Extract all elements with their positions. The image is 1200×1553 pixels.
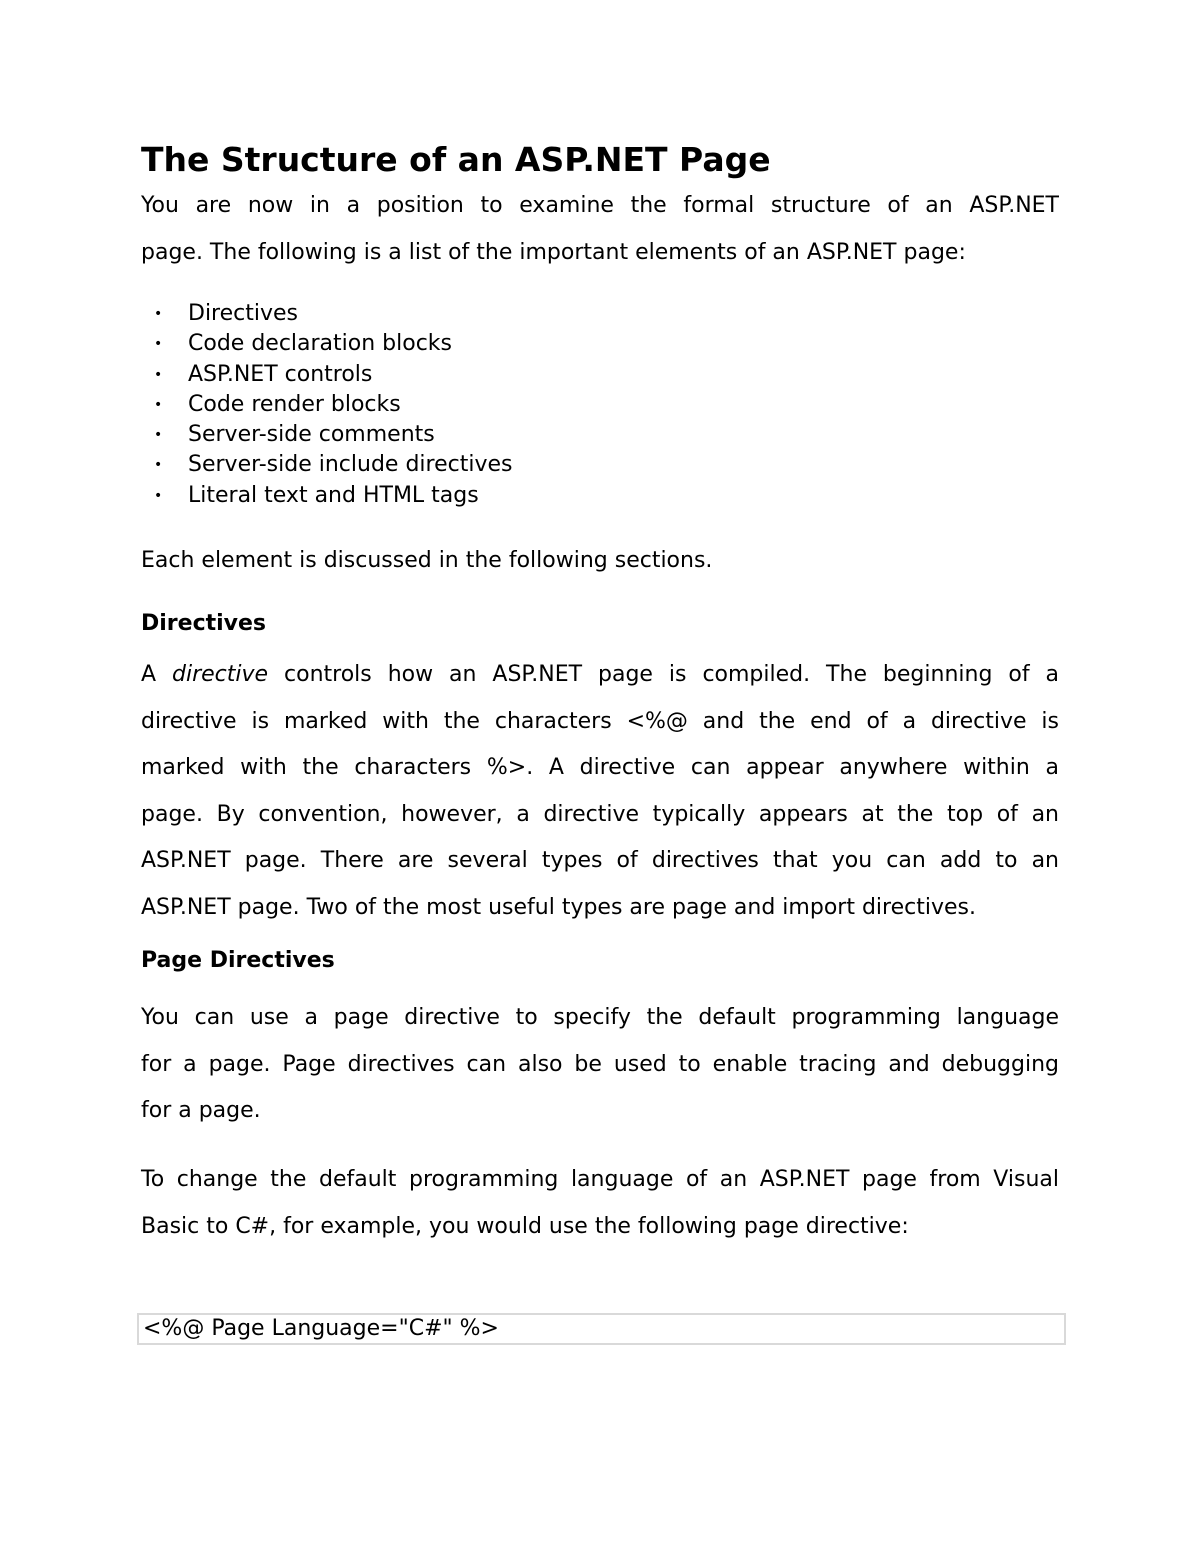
bullet-icon: • — [154, 306, 163, 322]
list-item: • Code declaration blocks — [141, 329, 512, 359]
directive-term: directive — [172, 662, 269, 687]
bullet-icon: • — [154, 457, 163, 474]
intro-line-1: You are now in a position to examine the formal structure of an ASP.NET — [141, 193, 1059, 218]
page-directives-paragraph-1: You can use a page directive to specify the default programming language for a page. Page directives can also be used to enable tracing and debugging for a page. — [141, 1005, 1059, 1123]
bullet-icon: • — [154, 336, 163, 353]
bullet-icon: • — [154, 427, 163, 444]
list-item: • ASP.NET controls — [141, 360, 512, 390]
code-sample: <%@ Page Language="C#" %> — [137, 1313, 1066, 1345]
list-item: • Code render blocks — [141, 390, 512, 420]
intro-paragraph — [141, 183, 1059, 276]
bullet-icon: • — [154, 487, 163, 504]
page-title: The Structure of an ASP.NET Page — [141, 140, 771, 179]
directives-paragraph: A directive controls how an ASP.NET page is compiled. The beginning of a directive is marked with the characters <%@ and the end of a directive is marked with the characters %>. A directive can appear anywhere within a page. By convention, however, a directive typically appears at the top of an ASP.NET page. There are several types of directives that you can add to an ASP.NET page. Two of the most useful types are page and import directives. — [141, 662, 1060, 920]
page-directives-paragraph-2: To change the default programming language of an ASP.NET page from Visual Basic to C#, for example, you would use the following page directive: — [141, 1167, 1059, 1239]
page-directives-heading: Page Directives — [141, 948, 335, 973]
list-item: • Server-side comments — [141, 420, 512, 450]
intro-line-2: page. The following is a list of the important elements of an ASP.NET page: — [141, 239, 966, 265]
list-item: • Server-side include directives — [141, 450, 512, 480]
elements-list — [141, 299, 512, 511]
bullet-icon: • — [154, 366, 163, 383]
list-item: • Literal text and HTML tags — [141, 481, 512, 511]
bullet-icon: • — [154, 396, 163, 413]
sections-note: Each element is discussed in the following sections. — [141, 548, 713, 573]
directives-heading: Directives — [141, 611, 267, 636]
list-item: • Directives — [141, 299, 512, 329]
